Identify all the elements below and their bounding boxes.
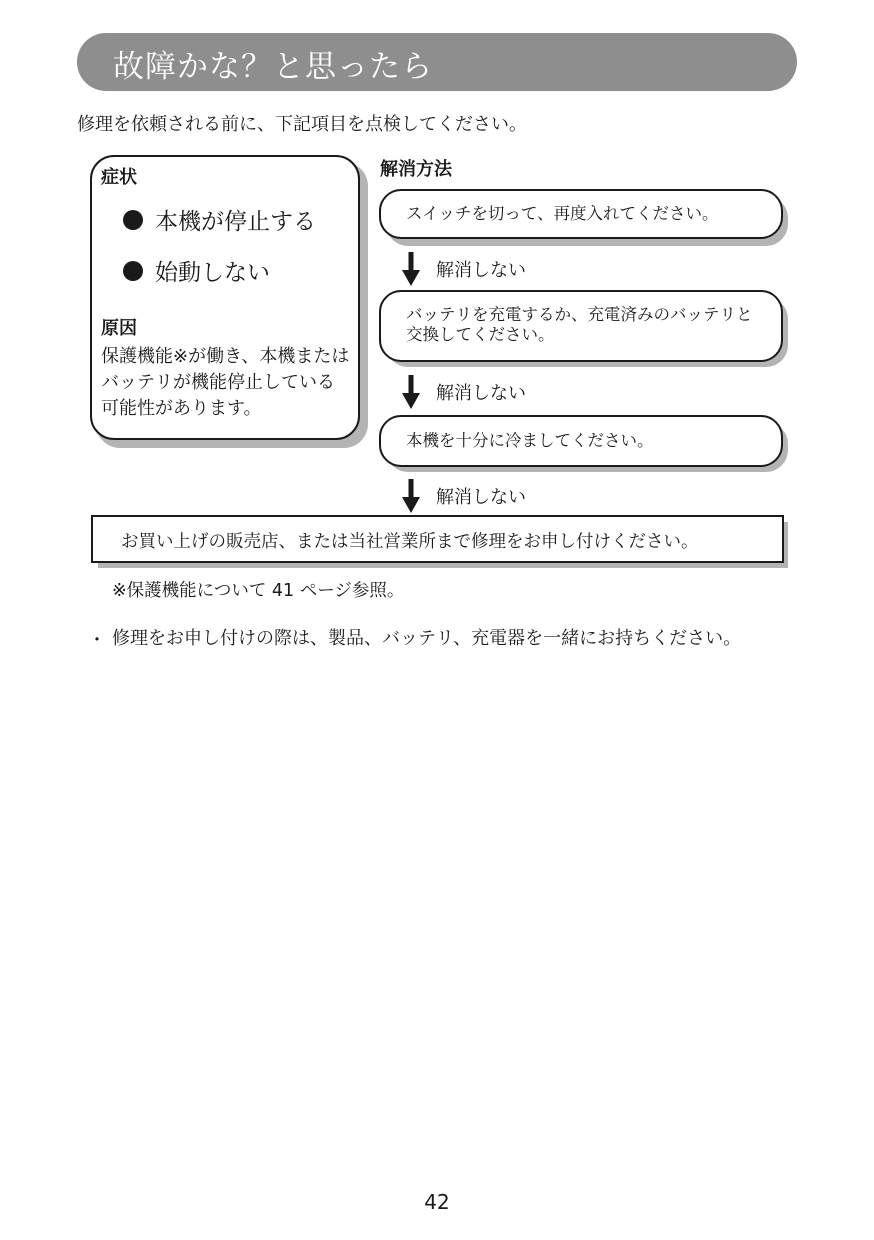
symptom-item bbox=[123, 254, 270, 287]
down-arrow-icon bbox=[402, 252, 420, 286]
symptom-heading: 症状 bbox=[101, 167, 137, 188]
symptom-item-label: 本機が停止する bbox=[155, 209, 316, 235]
symptom-box bbox=[90, 155, 360, 440]
step-text: スイッチを切って、再度入れてください。 bbox=[406, 204, 719, 223]
cause-text: 保護機能※が働き、本機またはバッテリが機能停止している可能性があります。 bbox=[101, 346, 350, 419]
bullet-dot-icon bbox=[123, 261, 143, 281]
solution-step-1 bbox=[379, 189, 783, 239]
page-number: 42 bbox=[424, 1190, 450, 1214]
bullet-mark: ・ bbox=[88, 630, 106, 651]
intro-text: 修理を依頼される前に、下記項目を点検してください。 bbox=[77, 114, 527, 135]
down-arrow-icon bbox=[402, 375, 420, 409]
reference-note: ※保護機能について 41 ページ参照。 bbox=[112, 581, 405, 601]
page-title: 故障かな？と思ったら bbox=[113, 49, 433, 85]
bullet-text: 修理をお申し付けの際は、製品、バッテリ、充電器を一緒にお持ちください。 bbox=[112, 628, 742, 649]
title-bar bbox=[77, 33, 797, 91]
solution-step-2 bbox=[379, 290, 783, 362]
not-resolved-arrow bbox=[402, 479, 526, 513]
solution-step-3 bbox=[379, 415, 783, 467]
symptom-item-label: 始動しない bbox=[155, 260, 270, 286]
final-step-text: お買い上げの販売店、または当社営業所まで修理をお申し付けください。 bbox=[121, 532, 699, 552]
cause-heading: 原因 bbox=[101, 318, 137, 339]
symptom-item bbox=[123, 203, 316, 236]
solution-heading: 解消方法 bbox=[380, 159, 452, 180]
final-step-box bbox=[91, 515, 784, 563]
not-resolved-label: 解消しない bbox=[436, 383, 526, 404]
step-text: バッテリを充電するか、充電済みのバッテリと交換してください。 bbox=[406, 305, 753, 344]
step-text: 本機を十分に冷ましてください。 bbox=[406, 431, 654, 450]
bullet-dot-icon bbox=[123, 210, 143, 230]
not-resolved-label: 解消しない bbox=[436, 487, 526, 508]
not-resolved-arrow bbox=[402, 252, 526, 286]
not-resolved-label: 解消しない bbox=[436, 260, 526, 281]
down-arrow-icon bbox=[402, 479, 420, 513]
not-resolved-arrow bbox=[402, 375, 526, 409]
